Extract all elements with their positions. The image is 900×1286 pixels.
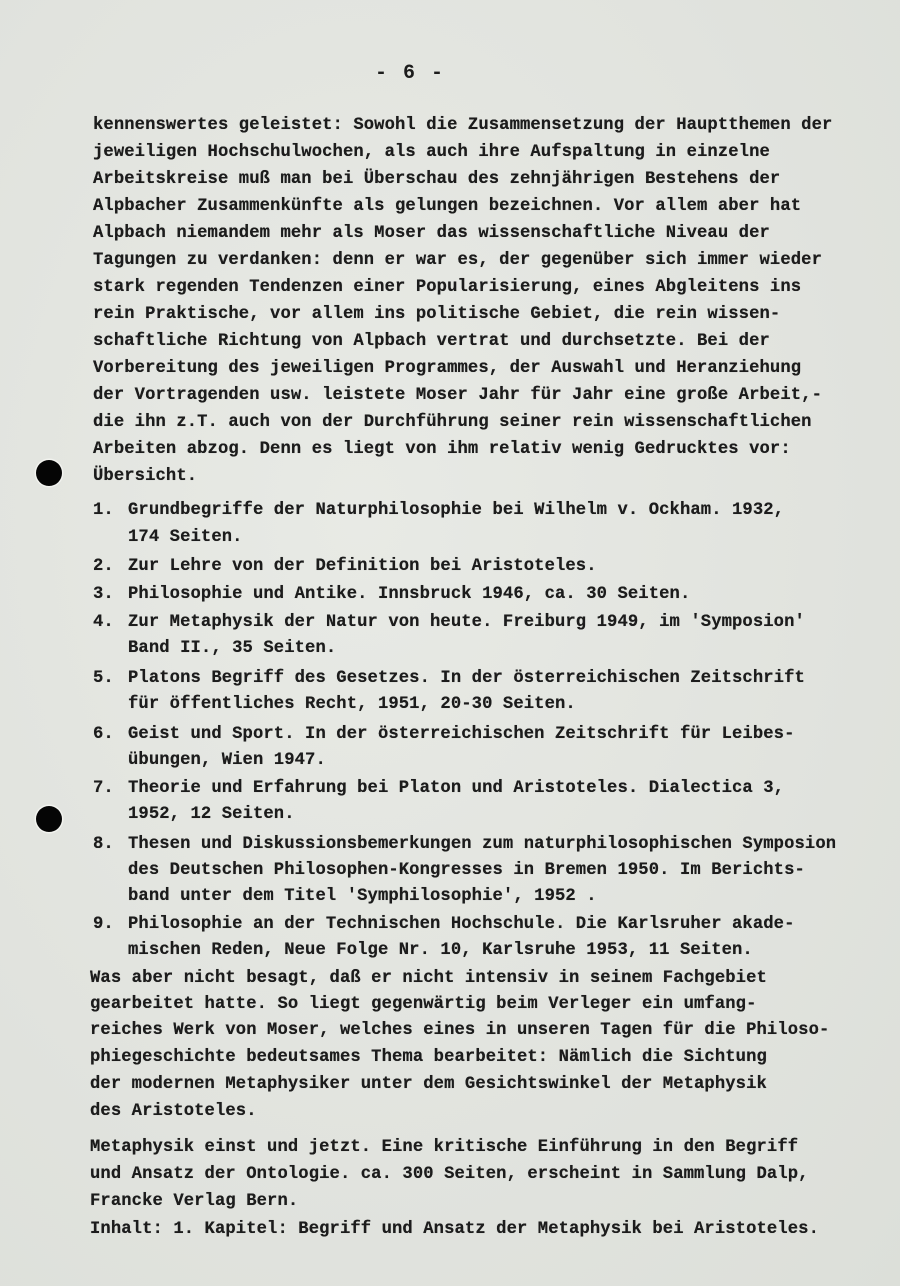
item-text: 1952, 12 Seiten.	[128, 805, 295, 824]
text-line: der modernen Metaphysiker unter dem Gesichtswinkel der Metaphysik	[90, 1075, 767, 1094]
item-text: Zur Lehre von der Definition bei Aristoteles.	[128, 557, 597, 576]
item-number: 3.	[93, 585, 114, 604]
item-text: des Deutschen Philosophen-Kongresses in Bremen 1950. Im Berichts-	[128, 861, 805, 880]
item-number: 8.	[93, 835, 114, 854]
item-number: 7.	[93, 779, 114, 798]
punch-hole-top	[36, 460, 62, 486]
item-text: Thesen und Diskussionsbemerkungen zum naturphilosophischen Symposion	[128, 835, 837, 854]
text-line: reiches Werk von Moser, welches eines in unseren Tagen für die Philoso-	[90, 1021, 830, 1040]
text-line: rein Praktische, vor allem ins politische Gebiet, die rein wissen-	[93, 305, 781, 324]
item-text: Grundbegriffe der Naturphilosophie bei Wilhelm v. Ockham. 1932,	[128, 501, 785, 520]
item-text: band unter dem Titel 'Symphilosophie', 1952 .	[128, 887, 597, 906]
text-line: Alpbacher Zusammenkünfte als gelungen bezeichnen. Vor allem aber hat	[93, 197, 802, 216]
page-number: - 6 -	[374, 62, 445, 85]
text-line: schaftliche Richtung von Alpbach vertrat und durchsetzte. Bei der	[93, 332, 770, 351]
text-line: und Ansatz der Ontologie. ca. 300 Seiten, erscheint in Sammlung Dalp,	[90, 1165, 809, 1184]
item-text: Platons Begriff des Gesetzes. In der österreichischen Zeitschrift	[128, 669, 805, 688]
text-line: die ihn z.T. auch von der Durchführung seiner rein wissenschaftlichen	[93, 413, 812, 432]
item-text: für öffentliches Recht, 1951, 20-30 Seiten.	[128, 695, 576, 714]
item-number: 1.	[93, 501, 114, 520]
text-line: der Vortragenden usw. leistete Moser Jahr für Jahr eine große Arbeit,-	[93, 386, 822, 405]
text-line: des Aristoteles.	[90, 1102, 257, 1121]
text-line: Metaphysik einst und jetzt. Eine kritische Einführung in den Begriff	[90, 1138, 799, 1157]
item-number: 2.	[93, 557, 114, 576]
text-line: Tagungen zu verdanken: denn er war es, der gegenüber sich immer wieder	[93, 251, 822, 270]
text-line: gearbeitet hatte. So liegt gegenwärtig beim Verleger ein umfang-	[90, 995, 757, 1014]
item-text: Philosophie an der Technischen Hochschule. Die Karlsruher akade-	[128, 915, 795, 934]
section-heading-overview: Übersicht.	[93, 467, 198, 486]
item-text: Theorie und Erfahrung bei Platon und Aristoteles. Dialectica 3,	[128, 779, 785, 798]
text-line: Francke Verlag Bern.	[90, 1192, 299, 1211]
item-number: 4.	[93, 613, 114, 632]
text-line: Alpbach niemandem mehr als Moser das wissenschaftliche Niveau der	[93, 224, 770, 243]
item-text: Zur Metaphysik der Natur von heute. Freiburg 1949, im 'Symposion'	[128, 613, 805, 632]
text-line: Was aber nicht besagt, daß er nicht intensiv in seinem Fachgebiet	[90, 969, 767, 988]
item-text: übungen, Wien 1947.	[128, 751, 326, 770]
item-number: 5.	[93, 669, 114, 688]
punch-hole-bottom	[36, 806, 62, 832]
item-number: 6.	[93, 725, 114, 744]
item-number: 9.	[93, 915, 114, 934]
item-text: Philosophie und Antike. Innsbruck 1946, ca. 30 Seiten.	[128, 585, 691, 604]
text-line: kennenswertes geleistet: Sowohl die Zusammensetzung der Hauptthemen der	[93, 116, 833, 135]
text-line: Arbeitskreise muß man bei Überschau des zehnjährigen Bestehens der	[93, 170, 781, 189]
text-line: Inhalt: 1. Kapitel: Begriff und Ansatz der Metaphysik bei Aristoteles.	[90, 1220, 819, 1239]
item-text: Geist und Sport. In der österreichischen Zeitschrift für Leibes-	[128, 725, 795, 744]
item-text: 174 Seiten.	[128, 528, 243, 547]
text-line: stark regenden Tendenzen einer Popularisierung, eines Abgleitens ins	[93, 278, 802, 297]
item-text: mischen Reden, Neue Folge Nr. 10, Karlsruhe 1953, 11 Seiten.	[128, 941, 753, 960]
text-line: Vorbereitung des jeweiligen Programmes, der Auswahl und Heranziehung	[93, 359, 802, 378]
text-line: jeweiligen Hochschulwochen, als auch ihre Aufspaltung in einzelne	[93, 143, 770, 162]
text-line: phiegeschichte bedeutsames Thema bearbeitet: Nämlich die Sichtung	[90, 1048, 767, 1067]
item-text: Band II., 35 Seiten.	[128, 639, 337, 658]
text-line: Arbeiten abzog. Denn es liegt von ihm relativ wenig Gedrucktes vor:	[93, 440, 791, 459]
